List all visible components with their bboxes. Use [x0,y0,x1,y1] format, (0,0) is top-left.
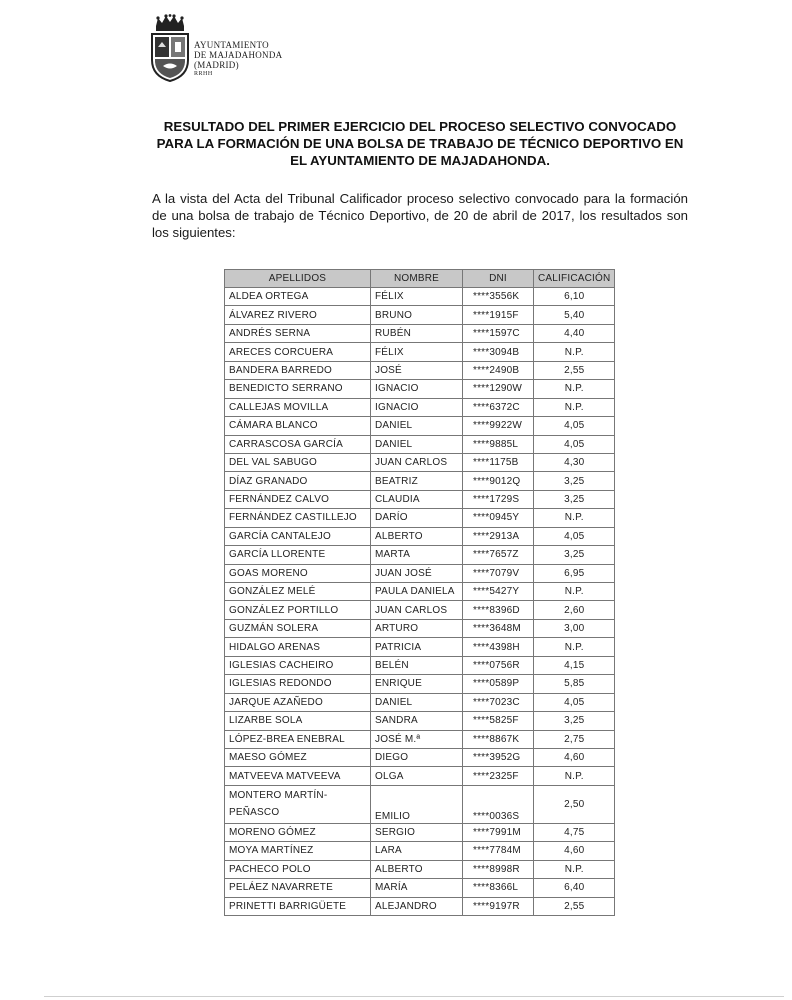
cell-apellidos: ALDEA ORTEGA [225,288,371,306]
cell-apellidos: CALLEJAS MOVILLA [225,398,371,416]
table-row [225,546,615,564]
cell-dni: ****2913A [463,527,534,545]
cell-apellidos: CÁMARA BLANCO [225,417,371,435]
cell-nombre: FÉLIX [371,343,463,361]
cell-dni: ****3094B [463,343,534,361]
cell-calificacion: 2,50 [534,785,615,823]
table-row [225,897,615,915]
cell-calificacion: 4,05 [534,417,615,435]
cell-dni: ****8998R [463,860,534,878]
cell-calificacion: 2,75 [534,730,615,748]
cell-nombre: RUBÉN [371,324,463,342]
cell-calificacion: N.P. [534,343,615,361]
cell-dni: ****1175B [463,453,534,471]
cell-nombre: MARÍA [371,879,463,897]
cell-calificacion: 5,85 [534,675,615,693]
cell-dni: ****9922W [463,417,534,435]
table-row [225,785,615,823]
table-row [225,417,615,435]
cell-calificacion: 4,40 [534,324,615,342]
cell-apellidos: PELÁEZ NAVARRETE [225,879,371,897]
document-title [150,118,690,169]
title-line: EL AYUNTAMIENTO DE MAJADAHONDA. [290,153,550,168]
cell-apellidos: MONTERO MARTÍN-PEÑASCO [225,785,371,823]
table-row [225,509,615,527]
cell-nombre: IGNACIO [371,380,463,398]
results-table [224,269,615,916]
cell-dni: ****6372C [463,398,534,416]
cell-dni: ****5825F [463,712,534,730]
cell-apellidos: GARCÍA LLORENTE [225,546,371,564]
cell-nombre: JUAN JOSÉ [371,564,463,582]
table-row [225,879,615,897]
table-row [225,361,615,379]
table-row [225,823,615,841]
cell-dni: ****7784M [463,842,534,860]
cell-apellidos: FERNÁNDEZ CALVO [225,490,371,508]
cell-dni: ****7657Z [463,546,534,564]
cell-calificacion: 2,55 [534,897,615,915]
cell-calificacion: 6,95 [534,564,615,582]
cell-calificacion: N.P. [534,509,615,527]
cell-nombre: SERGIO [371,823,463,841]
cell-nombre: DANIEL [371,417,463,435]
table-row [225,564,615,582]
table-header-row [225,270,615,288]
cell-apellidos: DÍAZ GRANADO [225,472,371,490]
cell-nombre: SANDRA [371,712,463,730]
cell-nombre: DANIEL [371,693,463,711]
cell-apellidos: CARRASCOSA GARCÍA [225,435,371,453]
cell-nombre: JOSÉ M.ª [371,730,463,748]
cell-calificacion: N.P. [534,380,615,398]
table-row [225,306,615,324]
table-row [225,435,615,453]
department-label: RRHH [194,71,213,77]
cell-apellidos: LÓPEZ-BREA ENEBRAL [225,730,371,748]
table-row [225,343,615,361]
cell-dni: ****8867K [463,730,534,748]
cell-nombre: JOSÉ [371,361,463,379]
cell-apellidos: MOYA MARTÍNEZ [225,842,371,860]
cell-nombre: ARTURO [371,619,463,637]
cell-dni: ****2325F [463,767,534,785]
table-row [225,748,615,766]
table-row [225,490,615,508]
cell-calificacion: 6,40 [534,879,615,897]
table-row [225,324,615,342]
cell-calificacion: 3,25 [534,490,615,508]
cell-nombre: CLAUDIA [371,490,463,508]
cell-apellidos: MAESO GÓMEZ [225,748,371,766]
cell-apellidos: GUZMÁN SOLERA [225,619,371,637]
cell-dni: ****8366L [463,879,534,897]
cell-nombre: BRUNO [371,306,463,324]
cell-apellidos: MATVEEVA MATVEEVA [225,767,371,785]
table-row [225,638,615,656]
cell-calificacion: 4,60 [534,748,615,766]
cell-apellidos: PACHECO POLO [225,860,371,878]
cell-dni: ****0945Y [463,509,534,527]
cell-apellidos: ÁLVAREZ RIVERO [225,306,371,324]
cell-apellidos: GONZÁLEZ MELÉ [225,583,371,601]
header-nombre: NOMBRE [371,270,463,288]
cell-dni: ****9197R [463,897,534,915]
cell-apellidos: MORENO GÓMEZ [225,823,371,841]
table-row [225,675,615,693]
cell-calificacion: 4,75 [534,823,615,841]
cell-apellidos: LIZARBE SOLA [225,712,371,730]
cell-dni: ****9012Q [463,472,534,490]
table-row [225,656,615,674]
cell-dni: ****2490B [463,361,534,379]
cell-calificacion: N.P. [534,767,615,785]
cell-dni: ****7023C [463,693,534,711]
cell-nombre: DIEGO [371,748,463,766]
table-row [225,527,615,545]
cell-dni: ****4398H [463,638,534,656]
cell-calificacion: 4,60 [534,842,615,860]
cell-calificacion: 4,15 [534,656,615,674]
cell-nombre: JUAN CARLOS [371,601,463,619]
cell-calificacion: 6,10 [534,288,615,306]
cell-dni: ****1729S [463,490,534,508]
cell-dni: ****1597C [463,324,534,342]
org-line: DE MAJADAHONDA [194,50,283,60]
table-row [225,380,615,398]
cell-apellidos: GOAS MORENO [225,564,371,582]
cell-dni: ****1915F [463,306,534,324]
org-line: (MADRID) [194,60,239,70]
cell-nombre: OLGA [371,767,463,785]
org-line: AYUNTAMIENTO [194,40,269,50]
table-row [225,767,615,785]
cell-dni: ****7079V [463,564,534,582]
cell-dni: ****0756R [463,656,534,674]
table-row [225,472,615,490]
cell-apellidos: FERNÁNDEZ CASTILLEJO [225,509,371,527]
cell-nombre: MARTA [371,546,463,564]
cell-dni: ****3648M [463,619,534,637]
cell-nombre: IGNACIO [371,398,463,416]
cell-nombre: LARA [371,842,463,860]
coat-of-arms-logo [148,14,192,82]
cell-nombre: FÉLIX [371,288,463,306]
cell-calificacion: 3,25 [534,472,615,490]
cell-nombre: BEATRIZ [371,472,463,490]
cell-nombre: EMILIO [371,785,463,823]
table-row [225,601,615,619]
cell-dni: ****1290W [463,380,534,398]
table-row [225,842,615,860]
cell-dni: ****8396D [463,601,534,619]
cell-calificacion: N.P. [534,638,615,656]
cell-apellidos: GARCÍA CANTALEJO [225,527,371,545]
header-dni: DNI [463,270,534,288]
cell-calificacion: 4,05 [534,693,615,711]
cell-nombre: PATRICIA [371,638,463,656]
cell-calificacion: 3,25 [534,712,615,730]
cell-calificacion: 2,60 [534,601,615,619]
cell-nombre: ALBERTO [371,860,463,878]
table-row [225,730,615,748]
cell-calificacion: N.P. [534,398,615,416]
cell-calificacion: 4,05 [534,435,615,453]
table-row [225,583,615,601]
cell-calificacion: N.P. [534,583,615,601]
cell-nombre: DANIEL [371,435,463,453]
cell-apellidos: BANDERA BARREDO [225,361,371,379]
cell-nombre: ALEJANDRO [371,897,463,915]
cell-nombre: DARÍO [371,509,463,527]
title-line: RESULTADO DEL PRIMER EJERCICIO DEL PROCESO SELECTIVO CONVOCADO [163,119,677,134]
header-calificacion: CALIFICACIÓN [534,270,615,288]
cell-apellidos: BENEDICTO SERRANO [225,380,371,398]
cell-nombre: JUAN CARLOS [371,453,463,471]
cell-dni: ****3556K [463,288,534,306]
cell-apellidos: HIDALGO ARENAS [225,638,371,656]
cell-calificacion: 4,05 [534,527,615,545]
cell-nombre: ENRIQUE [371,675,463,693]
table-row [225,693,615,711]
cell-calificacion: 3,00 [534,619,615,637]
cell-dni: ****7991M [463,823,534,841]
cell-dni: ****9885L [463,435,534,453]
cell-apellidos: GONZÁLEZ PORTILLO [225,601,371,619]
cell-apellidos: ANDRÉS SERNA [225,324,371,342]
cell-apellidos: JARQUE AZAÑEDO [225,693,371,711]
intro-paragraph: A la vista del Acta del Tribunal Calificador proceso selectivo convocado para la formación de una bolsa de trabajo de Técnico Deportivo, de 20 de abril de 2017, los resultados son los siguientes: [152,191,688,240]
cell-apellidos: DEL VAL SABUGO [225,453,371,471]
table-row [225,619,615,637]
cell-calificacion: 4,30 [534,453,615,471]
cell-nombre: BELÉN [371,656,463,674]
cell-apellidos: IGLESIAS CACHEIRO [225,656,371,674]
organization-header [194,40,282,78]
table-row [225,453,615,471]
header-apellidos: APELLIDOS [225,270,371,288]
table-row [225,398,615,416]
cell-dni: ****0589P [463,675,534,693]
cell-apellidos: IGLESIAS REDONDO [225,675,371,693]
cell-apellidos: ARECES CORCUERA [225,343,371,361]
cell-dni: ****5427Y [463,583,534,601]
cell-dni: ****0036S [463,785,534,823]
cell-nombre: ALBERTO [371,527,463,545]
table-row [225,860,615,878]
cell-calificacion: N.P. [534,860,615,878]
cell-calificacion: 5,40 [534,306,615,324]
cell-calificacion: 2,55 [534,361,615,379]
results-body [225,288,615,916]
page-bottom-rule [44,996,784,997]
cell-nombre: PAULA DANIELA [371,583,463,601]
table-row [225,288,615,306]
cell-calificacion: 3,25 [534,546,615,564]
title-line: PARA LA FORMACIÓN DE UNA BOLSA DE TRABAJO DE TÉCNICO DEPORTIVO EN [156,136,684,151]
cell-dni: ****3952G [463,748,534,766]
table-row [225,712,615,730]
cell-apellidos: PRINETTI BARRIGÜETE [225,897,371,915]
